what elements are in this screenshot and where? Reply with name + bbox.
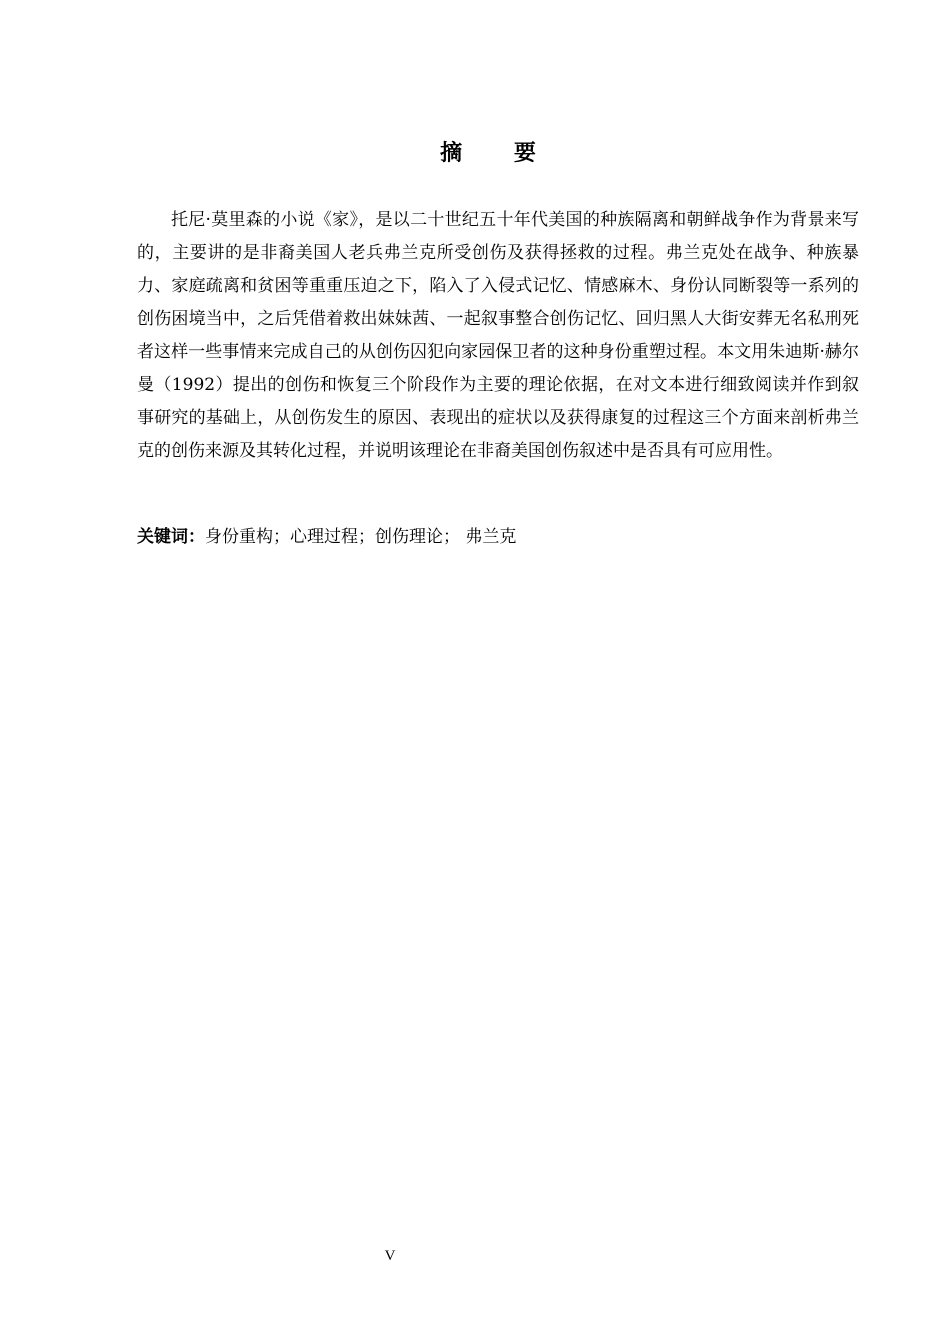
keywords-line — [137, 522, 859, 552]
abstract-title: 摘 要 — [440, 141, 558, 166]
keywords-value: 身份重构；心理过程；创伤理论； 弗兰克 — [205, 527, 517, 547]
abstract-body: 托尼·莫里森的小说《家》，是以二十世纪五十年代美国的种族隔离和朝鲜战争作为背景来写的，主要讲的是非裔美国人老兵弗兰克所受创伤及获得拯救的过程。弗兰克处在战争、种族暴力、家庭疏离和贫困等重重压迫之下，陷入了入侵式记忆、情感麻木、身份认同断裂等一系列的创伤困境当中，之后凭借着救出妹妹茜、一起叙事整合创伤记忆、回归黑人大街安葬无名私刑死者这样一些事情来完成自己的从创伤囚犯向家园保卫者的这种身份重塑过程。本文用朱迪斯·赫尔曼（1992）提出的创伤和恢复三个阶段作为主要的理论依据，在对文本进行细致阅读并作到叙事研究的基础上，从创伤发生的原因、表现出的症状以及获得康复的过程这三个方面来剖析弗兰克的创伤来源及其转化过程，并说明该理论在非裔美国创伤叙述中是否具有可应用性。 — [137, 210, 859, 461]
keywords-label: 关键词： — [137, 527, 205, 547]
page-number: V — [384, 1248, 396, 1264]
